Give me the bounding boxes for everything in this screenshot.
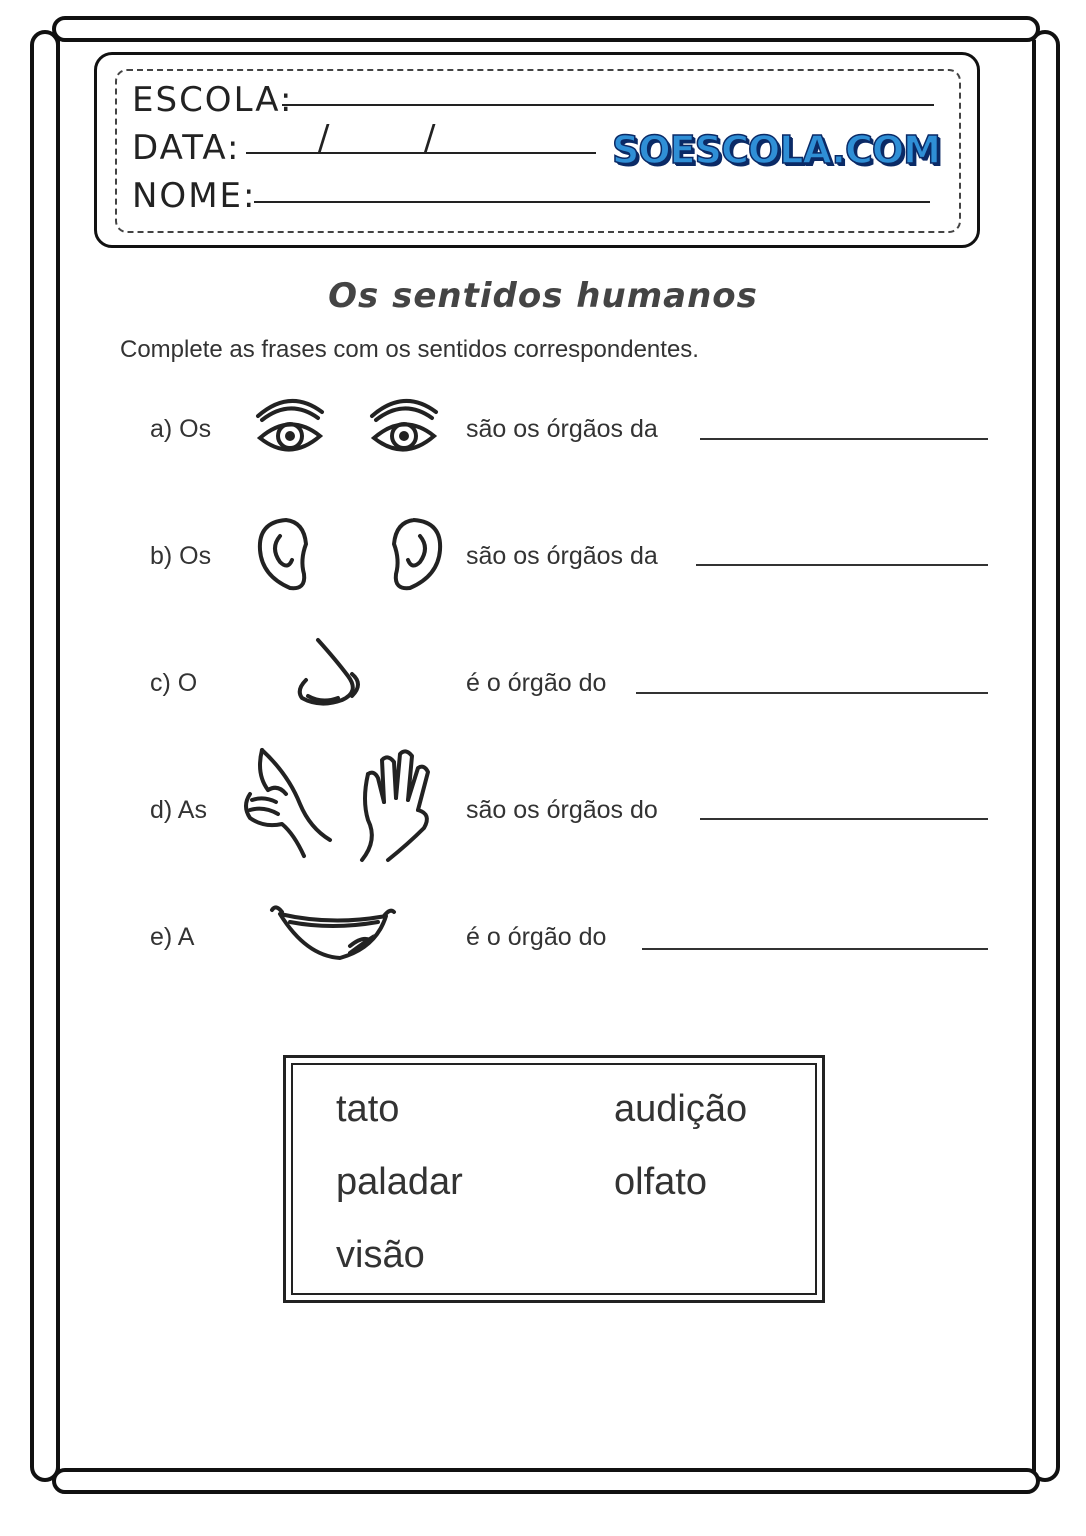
row-b-answer-line[interactable]: [696, 564, 988, 566]
worksheet-title: Os sentidos humanos: [328, 276, 758, 316]
word-bank-item: audição: [614, 1088, 748, 1130]
row-a-label: a) Os: [150, 415, 212, 443]
page-border-bottom: [52, 1468, 1040, 1494]
eyes-icon: [250, 388, 450, 468]
word-bank-item: tato: [336, 1088, 400, 1130]
mouth-icon: [266, 900, 398, 964]
row-b-label: b) Os: [150, 542, 212, 570]
row-c-answer-line[interactable]: [636, 692, 988, 694]
date-label: DATA:: [132, 128, 241, 168]
site-logo: SOESCOLA.COM: [612, 128, 940, 172]
date-field[interactable]: [246, 152, 596, 154]
row-a-text: são os órgãos da: [466, 415, 658, 443]
name-field[interactable]: [254, 201, 930, 203]
row-d-text: são os órgãos do: [466, 796, 658, 824]
school-label: ESCOLA:: [132, 80, 294, 120]
word-bank-item: paladar: [336, 1161, 463, 1203]
row-e-label: e) A: [150, 923, 195, 951]
instruction-text: Complete as frases com os sentidos correspondentes.: [120, 336, 699, 363]
page-border-top: [52, 16, 1040, 42]
row-c-text: é o órgão do: [466, 669, 607, 697]
row-a-answer-line[interactable]: [700, 438, 988, 440]
school-field[interactable]: [282, 104, 934, 106]
ears-icon: [250, 514, 450, 594]
row-e-answer-line[interactable]: [642, 948, 988, 950]
word-bank-item: visão: [336, 1234, 425, 1276]
row-b-text: são os órgãos da: [466, 542, 658, 570]
name-label: NOME:: [132, 176, 257, 216]
row-d-label: d) As: [150, 796, 207, 824]
hands-icon: [238, 744, 438, 864]
date-slash-2: /: [424, 118, 436, 158]
date-slash-1: /: [318, 118, 330, 158]
row-c-label: c) O: [150, 669, 198, 697]
nose-icon: [290, 634, 370, 710]
row-e-text: é o órgão do: [466, 923, 607, 951]
word-bank-item: olfato: [614, 1161, 707, 1203]
row-d-answer-line[interactable]: [700, 818, 988, 820]
